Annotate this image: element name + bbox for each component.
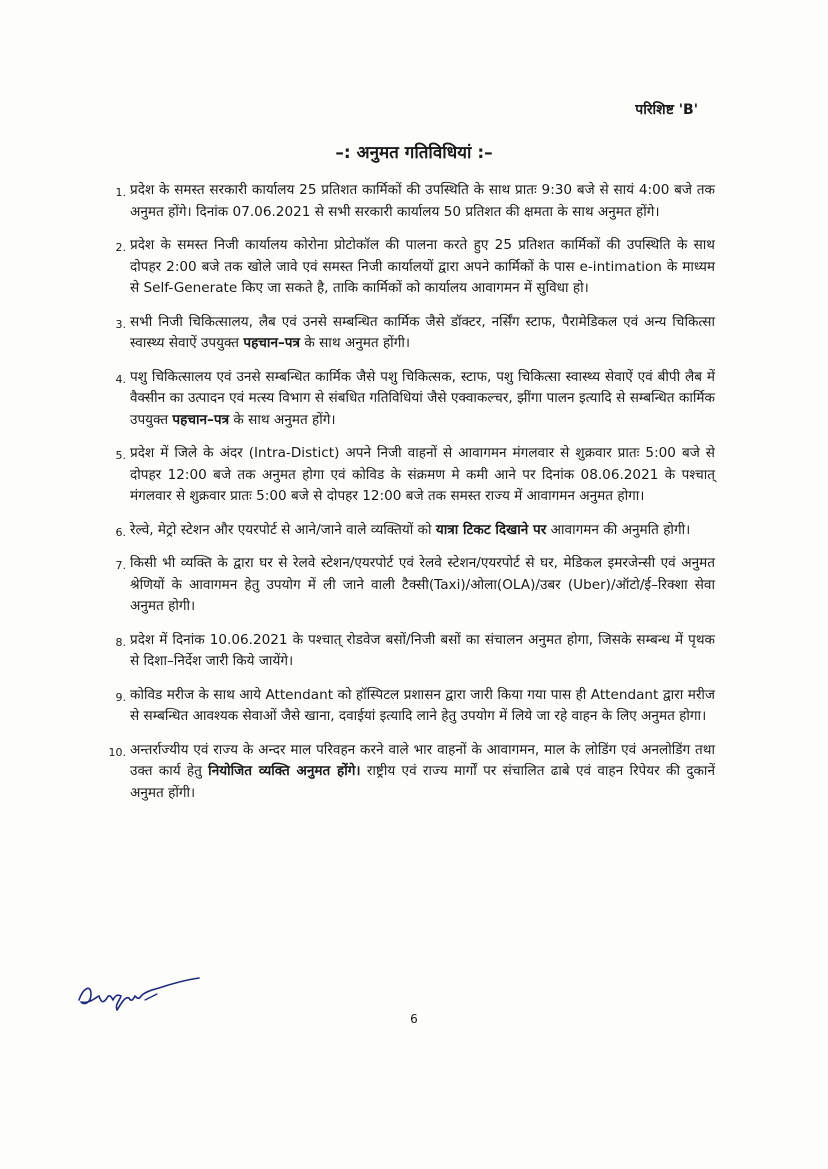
item-number: 10. bbox=[108, 745, 126, 759]
list-item bbox=[115, 630, 715, 673]
item-text: रेल्वे, मेट्रो स्टेशन और एयरपोर्ट से आने/जाने वाले व्यक्तियों को यात्रा टिकट दिखाने पर आवागमन की अनुमति होगी। bbox=[130, 521, 691, 538]
item-text: प्रदेश में जिले के अंदर (Intra-Distict) अपने निजी वाहनों से आवागमन मंगलवार से शुक्रवार प्रातः 5:00 बजे से दोपहर 12:00 बजे तक अनुमत होगा एवं कोविड के संक्रमण मे कमी आने पर दिनांक 08.06.2021 के पश्चात् मंगलवार से शुक्रवार प्रातः 5:00 बजे से दोपहर 12:00 बजे तक समस्त राज्य में आवागमन अनुमत होगा। bbox=[130, 445, 715, 504]
list-item bbox=[115, 312, 715, 355]
item-number: 8. bbox=[115, 635, 126, 649]
item-number: 5. bbox=[115, 449, 126, 462]
list-item bbox=[115, 685, 715, 728]
page-number: 6 bbox=[410, 1012, 418, 1026]
item-text: प्रदेश के समस्त निजी कार्यालय कोरोना प्रोटोकॉल की पालना करते हुए 25 प्रतिशत कार्मिकों की उपस्थिति के साथ दोपहर 2:00 बजे तक खोले जावे एवं समस्त निजी कार्यालयों द्वारा अपने कार्मिकों के पास e-intimation के माध्यम से Self-Generate किए जा सकते है, ताकि कार्मिकों को कार्यालय आवागमन में सुविधा हो। bbox=[130, 237, 715, 296]
item-number: 7. bbox=[115, 559, 126, 572]
list-item bbox=[115, 553, 715, 618]
list-item bbox=[115, 443, 715, 508]
permitted-activities-list bbox=[108, 180, 715, 816]
annex-label: परिशिष्ट 'B' bbox=[635, 102, 698, 118]
item-number: 4. bbox=[115, 372, 126, 386]
list-item bbox=[108, 740, 715, 805]
item-text: प्रदेश में दिनांक 10.06.2021 के पश्चात् रोडवेज बसों/निजी बसों का संचालन अनुमत होगा, जिसके सम्बन्ध में पृथक से दिशा–निर्देश जारी किये जायेंगे। bbox=[130, 631, 715, 669]
item-text: प्रदेश के समस्त सरकारी कार्यालय 25 प्रतिशत कार्मिकों की उपस्थिति के साथ प्रातः 9:30 बजे से सायं 4:00 बजे तक अनुमत होंगे। दिनांक 07.06.2021 से सभी सरकारी कार्यालय 50 प्रतिशत की क्षमता के साथ अनुमत होंगे। bbox=[130, 182, 715, 220]
item-number: 6. bbox=[115, 525, 126, 539]
item-number: 9. bbox=[115, 690, 126, 704]
list-item bbox=[115, 180, 715, 223]
item-text: किसी भी व्यक्ति के द्वारा घर से रेलवे स्टेशन/एयरपोर्ट एवं रेलवे स्टेशन/एयरपोर्ट से घर, मेडिकल इमरजेन्सी एवं अनुमत श्रेणियों के आवागमन हेतु उपयोग में ली जाने वाली टैक्सी(Taxi)/ओला(OLA)/उबर (Uber)/ऑटो/ई–रिक्शा सेवा अनुमत होगी। bbox=[130, 555, 715, 614]
item-number: 1. bbox=[115, 186, 126, 199]
item-text: सभी निजी चिकित्सालय, लैब एवं उनसे सम्बन्धित कार्मिक जैसे डॉक्टर, नर्सिंग स्टाफ, पैरामेडिकल एवं अन्य चिकित्सा स्वास्थ्य सेवाऐं उपयुक्त पहचान–पत्र के साथ अनुमत होंगी। bbox=[130, 313, 715, 351]
item-number: 3. bbox=[115, 317, 126, 331]
item-text: कोविड मरीज के साथ आये Attendant को हॉस्पिटल प्रशासन द्वारा जारी किया गया पास ही Attendant द्वारा मरीज से सम्बन्धित आवश्यक सेवाओं जैसे खाना, दवाईयां इत्यादि लाने हेतु उपयोग में लिये जा रहे वाहन के लिए अनुमत होगा। bbox=[130, 686, 715, 724]
item-text: पशु चिकित्सालय एवं उनसे सम्बन्धित कार्मिक जैसे पशु चिकित्सक, स्टाफ, पशु चिकित्सा स्वास्थ्य सेवाऐं एवं बीपी लैब में वैक्सीन का उत्पादन एवं मत्स्य विभाग से संबधित गतिविधियां जैसे एक्वाकल्चर, झींगा पालन इत्यादि से सम्बन्धित कार्मिक उपयुक्त पहचान–पत्र के साथ अनुमत होंगे। bbox=[130, 368, 715, 428]
list-item bbox=[115, 367, 715, 432]
item-number: 2. bbox=[115, 241, 126, 254]
list-item bbox=[115, 235, 715, 300]
item-text: अन्तर्राज्यीय एवं राज्य के अन्दर माल परिवहन करने वाले भार वाहनों के आवागमन, माल के लोडिंग एवं अनलोडिंग तथा उक्त कार्य हेतु नियोजित व्यक्ति अनुमत होंगे। राष्ट्रीय एवं राज्य मार्गों पर संचालित ढाबे एवं वाहन रिपेयर की दुकानें अनुमत होंगी। bbox=[130, 741, 715, 801]
list-item bbox=[115, 520, 715, 542]
document-title: –: अनुमत गतिविधियां :– bbox=[335, 143, 493, 163]
